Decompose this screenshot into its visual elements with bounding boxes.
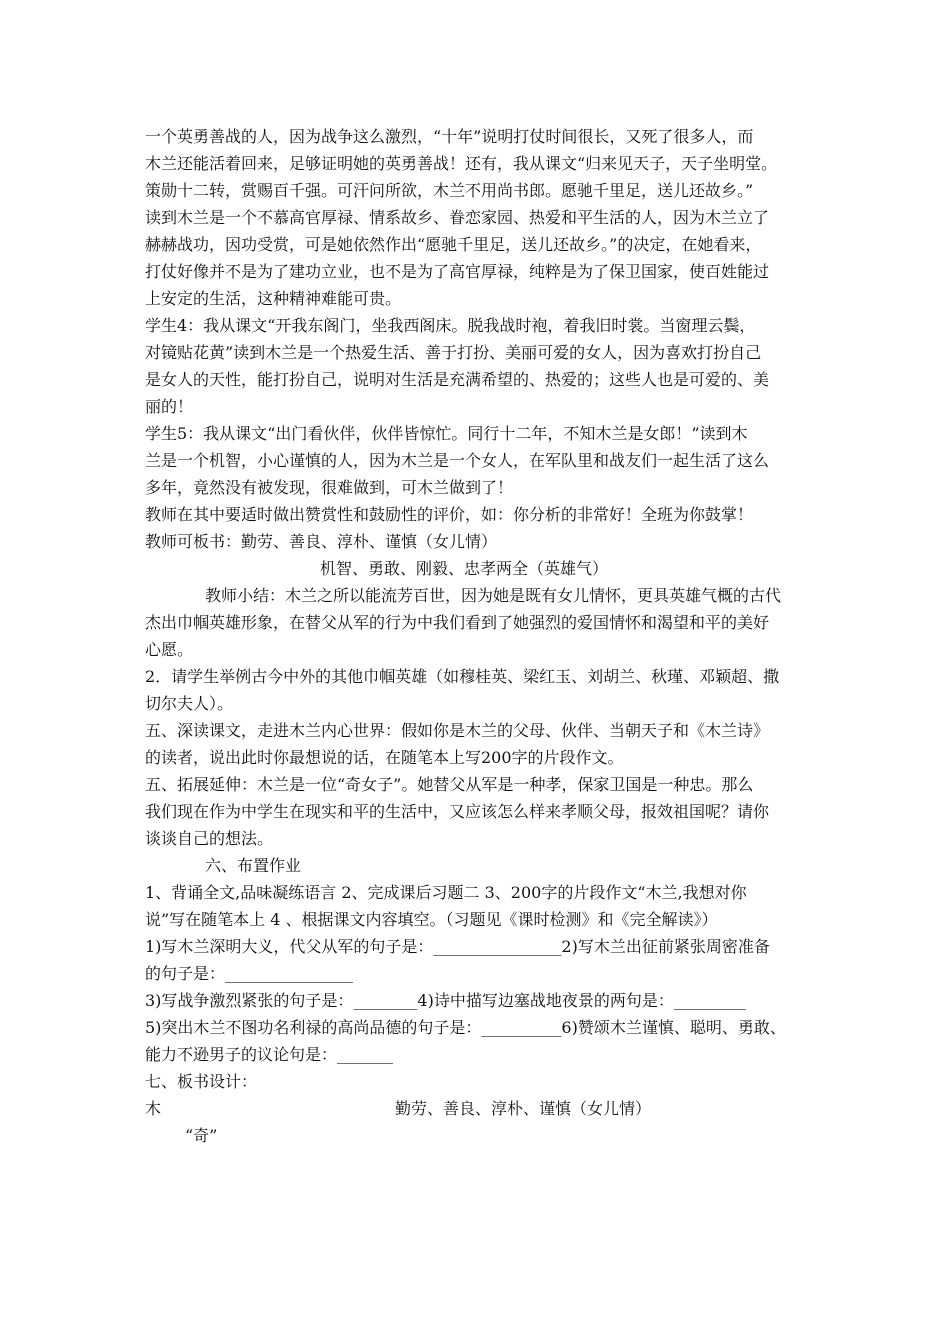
text-line: 杰出巾帼英雄形象，在替父从军的行为中我们看到了她强烈的爱国情怀和渴望和平的美好 [145, 613, 770, 632]
text-line: 2．请学生举例古今中外的其他巾帼英雄（如穆桂英、梁红玉、刘胡兰、秋瑾、邓颖超、撒 [145, 667, 780, 686]
text-line: 学生5：我从课文“出门看伙伴，伙伴皆惊忙。同行十二年，不知木兰是女郎！”读到木 [145, 424, 748, 443]
text-line: 学生4：我从课文“开我东阁门，坐我西阁床。脱我战时袍，着我旧时裳。当窗理云鬓， [145, 316, 756, 335]
board-char: “奇” [185, 1126, 218, 1145]
text-line: 对镜贴花黄”读到木兰是一个热爱生活、善于打扮、美丽可爱的女人，因为喜欢打扮自己 [145, 343, 762, 362]
text-line: 教师小结：木兰之所以能流芳百世，因为她是既有女儿情怀，更具英雄气概的古代 [205, 586, 782, 605]
board-char: 木 [145, 1099, 162, 1118]
text-line: 能力不逊男子的议论句是：_______ [145, 1045, 394, 1064]
text-line: 策勋十二转，赏赐百千强。可汗问所欲，木兰不用尚书郎。愿驰千里足，送儿还故乡。” [145, 181, 754, 200]
text-line: 兰是一个机智，小心谨慎的人，因为木兰是一个女人，在军队里和战友们一起生活了这么 [145, 451, 770, 470]
text-line: 教师在其中要适时做出赞赏性和鼓励性的评价，如：你分析的非常好！全班为你鼓掌！ [145, 505, 754, 524]
section-heading: 六、布置作业 [205, 856, 302, 875]
text-line: 多年，竟然没有被发现，很难做到，可木兰做到了！ [145, 478, 514, 497]
text-line: 丽的！ [145, 397, 194, 416]
text-line: 谈谈自己的想法。 [145, 829, 274, 848]
text-line: 机智、勇敢、刚毅、忠孝两全（英雄气） [320, 559, 609, 578]
text-line: 1、背诵全文,品味凝练语言 2、完成课后习题二 3、200字的片段作文“木兰,我想对你 [145, 883, 747, 902]
text-line: 心愿。 [145, 640, 194, 659]
text-line: 一个英勇善战的人，因为战争这么激烈，“十年”说明打仗时间很长，又死了很多人，而 [145, 127, 754, 146]
text-line: 赫赫战功，因功受赏，可是她依然作出“愿驰千里足，送儿还故乡。”的决定，在她看来， [145, 235, 762, 254]
text-line: 切尔夫人）。 [145, 694, 234, 713]
text-line: 是女人的天性，能打扮自己，说明对生活是充满希望的、热爱的；这些人也是可爱的、美 [145, 370, 770, 389]
text-line: 说”写在随笔本上 4 、根据课文内容填空。（习题见《课时检测》和《完全解读》） [145, 910, 718, 929]
board-line: 勤劳、善良、淳朴、谨慎（女儿情） [395, 1099, 652, 1118]
section-heading: 七、板书设计： [145, 1072, 258, 1091]
text-line: 3)写战争激烈紧张的句子是：________4)诗中描写边塞战地夜景的两句是：_________ [145, 991, 746, 1010]
text-line: 的句子是：________________ [145, 964, 354, 983]
text-line: 读到木兰是一个不慕高官厚禄、情系故乡、眷恋家园、热爱和平生活的人，因为木兰立了 [145, 208, 770, 227]
text-line: 教师可板书：勤劳、善良、淳朴、谨慎（女儿情） [145, 532, 498, 551]
text-line: 5)突出木兰不图功名利禄的高尚品德的句子是：__________6)赞颂木兰谨慎、聪明、勇敢、 [145, 1018, 786, 1037]
text-line: 上安定的生活，这种精神难能可贵。 [145, 289, 402, 308]
text-line: 我们现在作为中学生在现实和平的生活中，又应该怎么样来孝顺父母，报效祖国呢？请你 [145, 802, 770, 821]
text-line: 五、深读课文，走进木兰内心世界：假如你是木兰的父母、伙伴、当朝天子和《木兰诗》 [145, 721, 770, 740]
text-line: 五、拓展延伸：木兰是一位“奇女子”。她替父从军是一种孝，保家卫国是一种忠。那么 [145, 775, 754, 794]
text-line: 木兰还能活着回来，足够证明她的英勇善战！还有，我从课文“归来见天子，天子坐明堂。 [145, 154, 778, 173]
text-line: 1)写木兰深明大义，代父从军的句子是：________________2)写木兰出征前紧张周密准备 [145, 937, 770, 956]
text-line: 打仗好像并不是为了建功立业，也不是为了高官厚禄，纯粹是为了保卫国家，使百姓能过 [145, 262, 770, 281]
text-line: 的读者，说出此时你最想说的话，在随笔本上写200字的片段作文。 [145, 748, 624, 767]
